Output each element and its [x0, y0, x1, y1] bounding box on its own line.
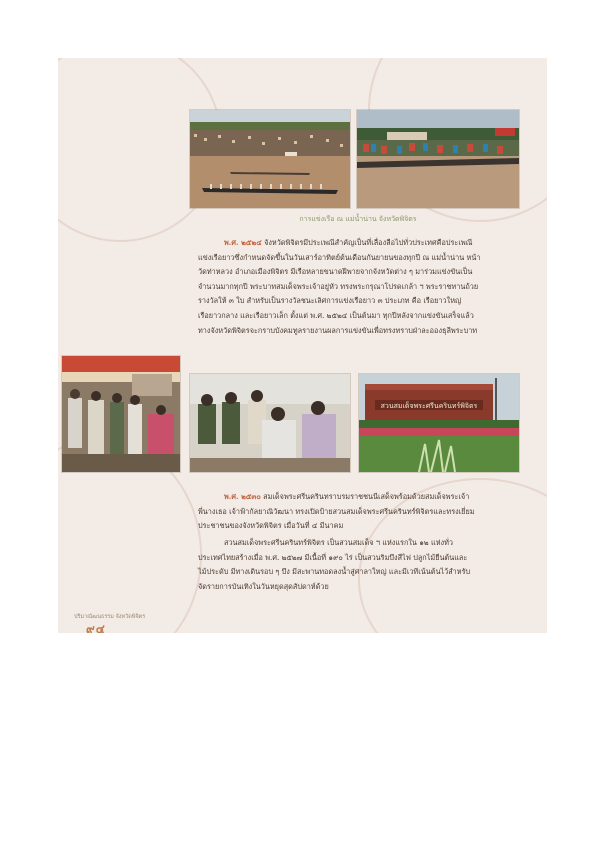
paragraph-line: เรือยาวกลาง และเรือยาวเล็ก ตั้งแต่ พ.ศ. ๒๕๒๔ เป็นต้นมา ทุกปีหลังจากแข่งขันเสร็จแล้ว: [198, 310, 474, 320]
paragraph-line: จำนวนมากทุกปี พระบาทสมเด็จพระเจ้าอยู่หัว ทรงพระกรุณาโปรดเกล้า ฯ พระราชทานถ้วย: [198, 281, 479, 291]
page-number: ๙๔: [86, 622, 106, 633]
line-text: จังหวัดพิจิตรมีประเพณีสำคัญเป็นที่เลื่องลือไปทั่วประเทศคือประเพณี: [264, 238, 473, 247]
book-page: [58, 58, 547, 633]
boat-race-photo-left: [190, 110, 350, 208]
paragraph-line: สวนสมเด็จพระศรีนครินทร์พิจิตร เป็นสวนสมเด็จ ฯ แห่งแรกใน ๑๒ แห่งทั่ว: [224, 538, 453, 547]
paragraph-line: ประชาชนของจังหวัดพิจิตร เมื่อวันที่ ๔ มีนาคม: [198, 521, 344, 531]
boat-race-photo-right: [357, 110, 519, 208]
paragraph-line: ประเทศไทยสร้างเมื่อ พ.ศ. ๒๕๒๗ มีเนื้อที่ ๑๙๐ ไร่ เป็นสวนริมบึงสีไฟ ปลูกไม้ยืนต้นและ: [198, 552, 468, 562]
year-label: พ.ศ. ๒๕๓๐: [224, 492, 261, 501]
paragraph-line: ไม้ประดับ มีทางเดินรอบ ๆ บึง มีสะพานทอดลงน้ำสู่ศาลาใหญ่ และมีเวทีเน้นต้นไว้สำหรับ: [198, 567, 471, 577]
paragraph-park: [198, 536, 520, 594]
paragraph-line: รางวัลให้ ๓ ใบ สำหรับเป็นรางวัลชนะเลิศการแข่งเรือยาว ๓ ประเภท คือ เรือยาวใหญ่: [198, 296, 462, 306]
royal-visit-photo-left: [62, 356, 180, 472]
book-title: ปริมาณัฒนธรรม จังหวัดพิจิตร: [74, 614, 146, 620]
paragraph-line: วัดท่าหลวง อำเภอเมืองพิจิตร มีเรือหลายขนาดฝีพายจากจังหวัดต่าง ๆ มาร่วมแข่งขันเป็น: [198, 267, 473, 277]
paragraph-boat-race: [198, 236, 520, 338]
park-sign-text: สวนสมเด็จพระศรีนครินทร์พิจิตร: [380, 402, 478, 410]
paragraph-line: พี่นางเธอ เจ้าฟ้ากัลยาณิวัฒนา ทรงเปิดป้ายสวนสมเด็จพระศรีนครินทร์พิจิตรและทรงเยี่ยม: [198, 506, 475, 516]
paragraph-line: ทางจังหวัดพิจิตรจะกราบบังคมทูลรายงานผลการแข่งขันเพื่อทรงทราบฝ่าละอองธุลีพระบาท: [198, 325, 478, 335]
line-text: สมเด็จพระศรีนครินทราบรมราชชนนีเสด็จพร้อมด้วยสมเด็จพระเจ้า: [263, 492, 470, 501]
paragraph-line: จัดรายการบันเทิงในวันหยุดสุดสัปดาห์ด้วย: [198, 581, 329, 591]
photo-caption: การแข่งเรือ ณ แม่น้ำน่าน จังหวัดพิจิตร: [299, 215, 417, 223]
year-label: พ.ศ. ๒๕๒๔: [224, 238, 262, 247]
paragraph-line: [198, 236, 520, 251]
park-sign-photo: [359, 374, 519, 472]
paragraph-line: [198, 490, 520, 505]
paragraph-line: แข่งเรือยาวซึ่งกำหนดจัดขึ้นในวันเสาร์อาทิตย์ต้นเดือนกันยายนของทุกปี ณ แม่น้ำน่าน หน้า: [198, 252, 481, 262]
paragraph-royal-visit: [198, 490, 520, 534]
royal-visit-photo-center: [190, 374, 350, 472]
